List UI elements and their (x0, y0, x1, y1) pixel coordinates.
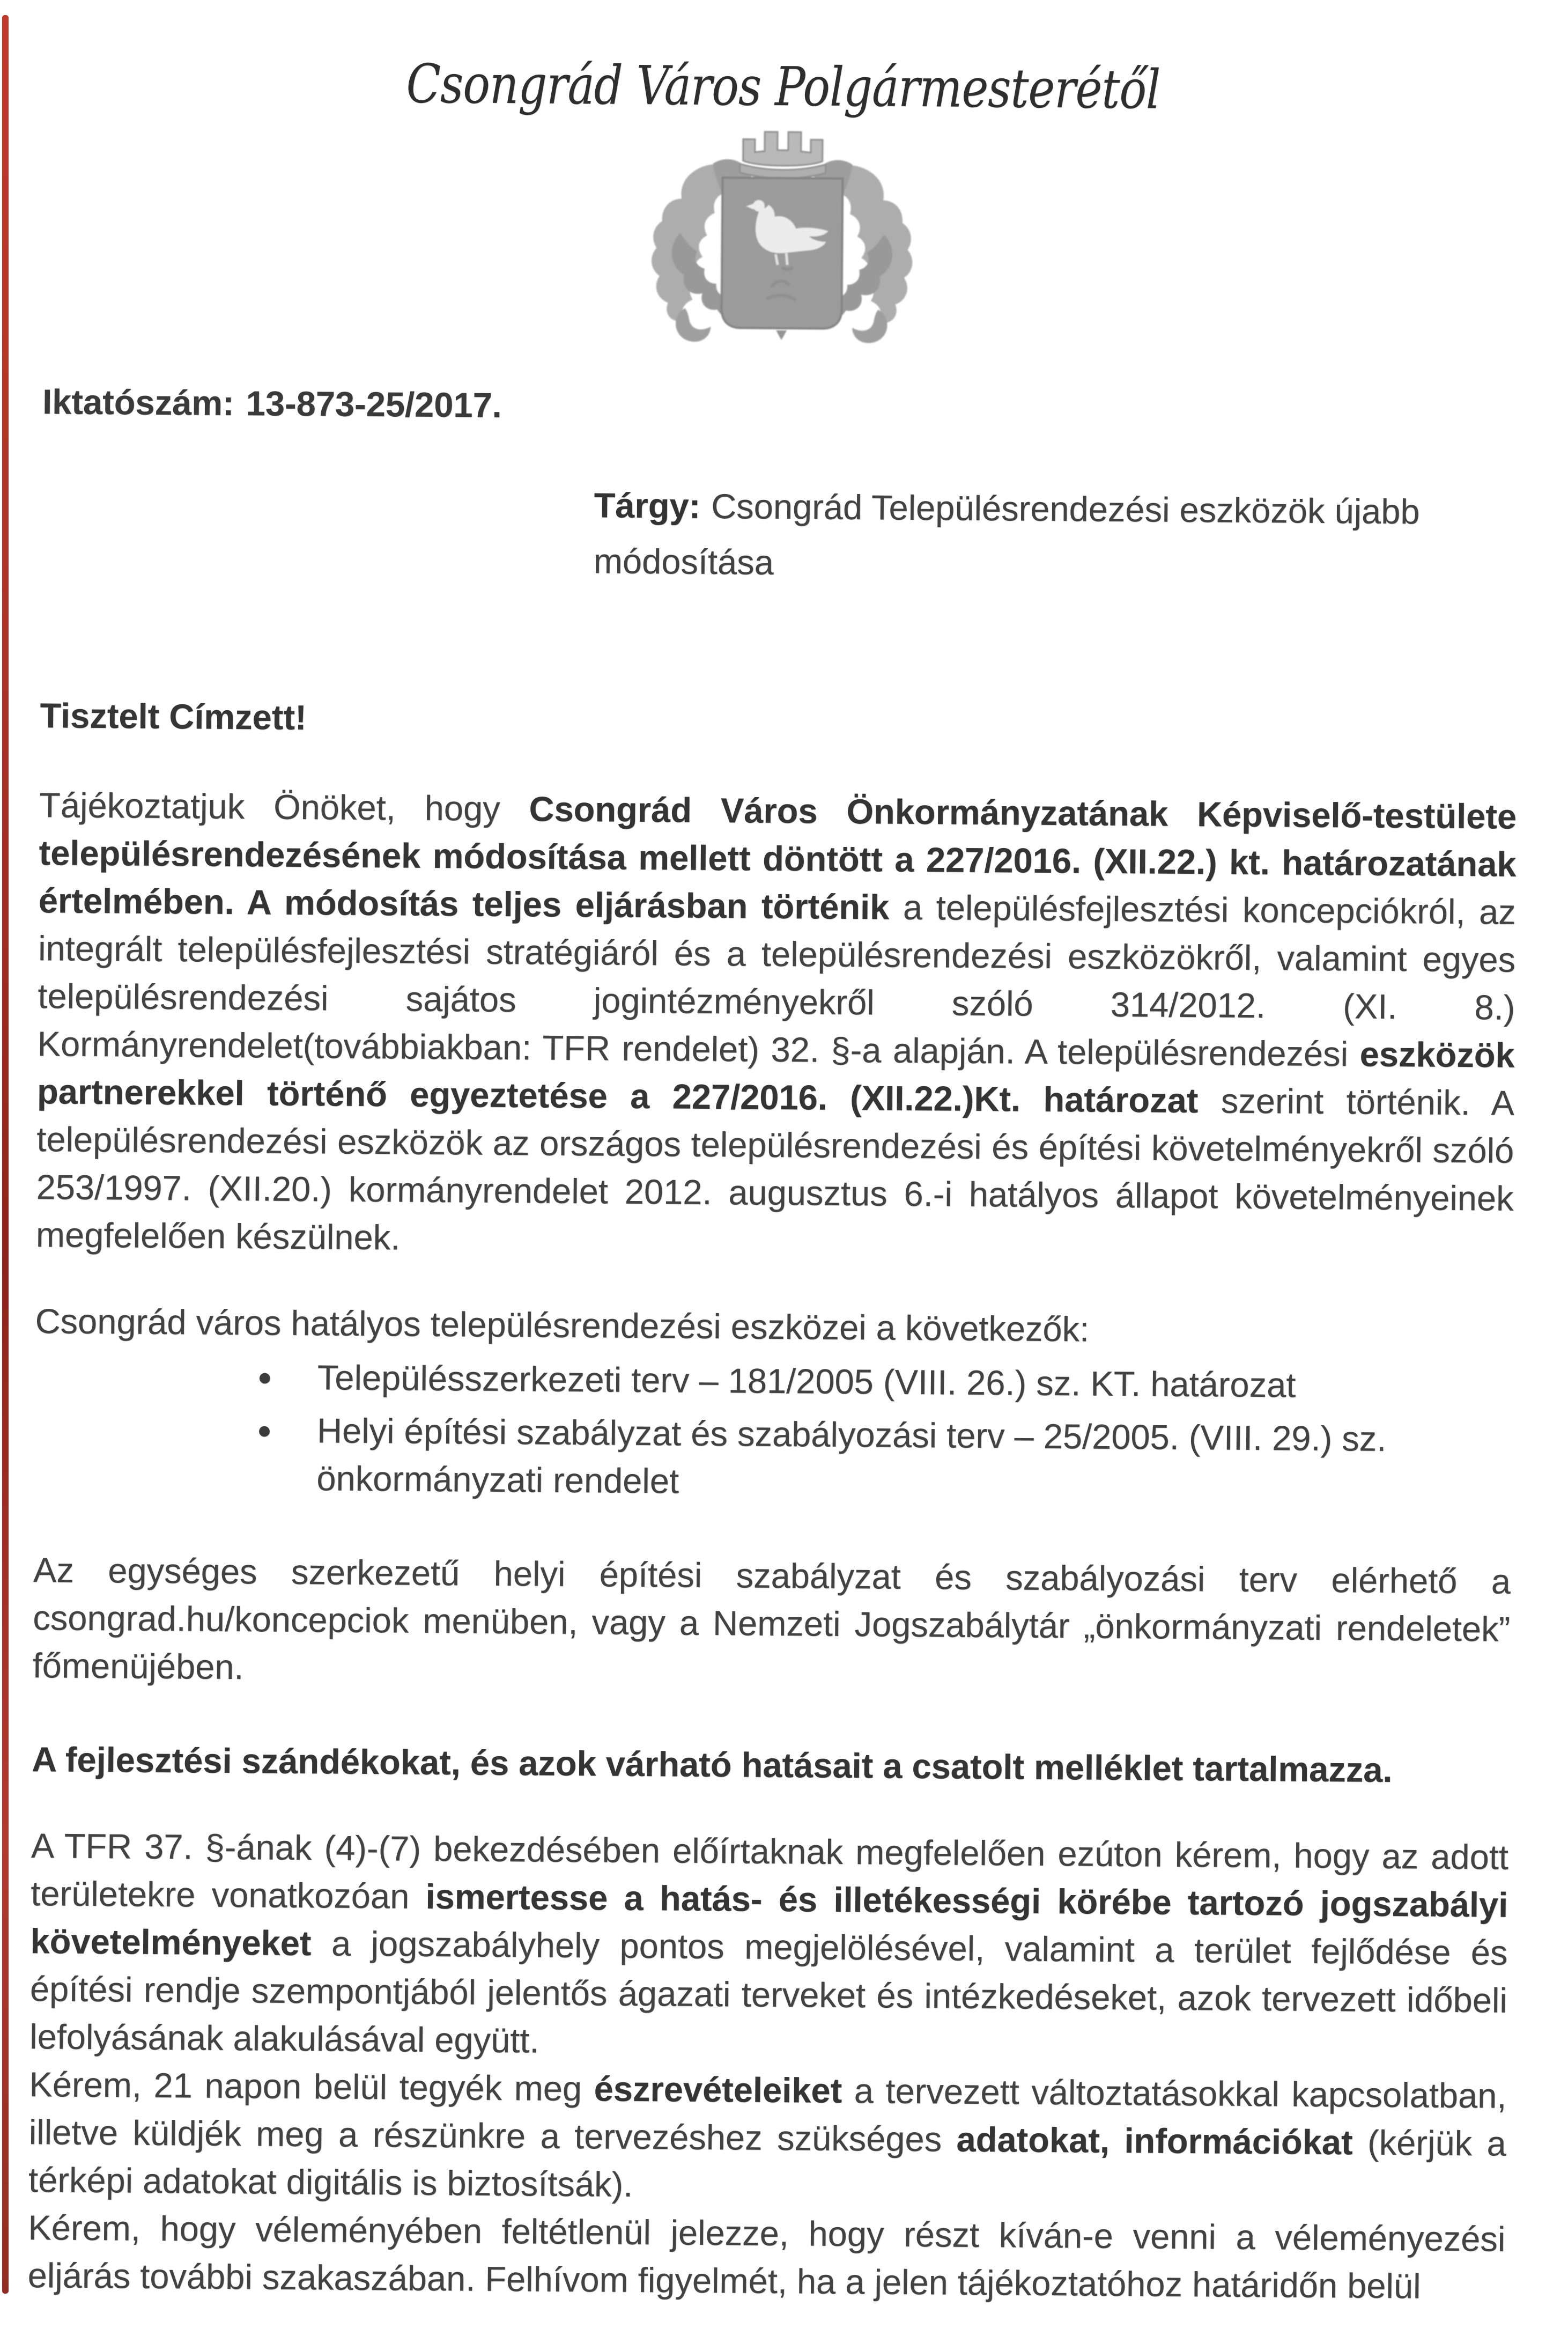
bullet-text: Helyi építési szabályzat és szabályozási terv – 25/2005. (VIII. 29.) sz. önkormányzati rendelet (316, 1411, 1387, 1501)
participation-paragraph (27, 2204, 1505, 2311)
text-run: Kérem, hogy véleményében feltétlenül jelezze, hogy részt kíván-e venni a véleményezési eljárás további szakaszában. Felhívom figyelmét, ha a jelen tájékoztatóhoz határidőn belül (27, 2208, 1506, 2306)
bullet-item (34, 1404, 1512, 1512)
bullet-text: Településszerkezeti terv – 181/2005 (VIII. 26.) sz. KT. határozat (317, 1358, 1296, 1405)
bold-text-run: eszközök partnerekkel történő egyeztetése a 227/2016. (XII.22.)Kt. határozat (36, 1034, 1515, 1121)
mural-crown-icon (739, 131, 826, 179)
coat-of-arms-image (647, 126, 917, 349)
text-run: Az egységes szerkezetű helyi építési szabályzat és szabályozási terv elérhető a csongrad.hu/koncepciok menüben, vagy a Nemzeti Jogszabálytár „önkormányzati rendeletek” főmenüjében. (32, 1550, 1511, 1687)
bold-text-run: adatokat, információkat (956, 2119, 1353, 2162)
bullet-item (35, 1351, 1513, 1411)
text-run: a tervezett változtatásokkal kapcsolatban, illetve küldjék meg a részünkre a tervezéshez szükséges (28, 2071, 1507, 2159)
subject-label: Tárgy: (594, 485, 701, 526)
bold-text-run: ismertesse a hatás- és illetékességi körébe tartozó jogszabályi követelményeket (30, 1876, 1508, 1963)
letter-body (27, 781, 1517, 2311)
registration-number-row (42, 381, 1565, 433)
text-run: (kérjük a térképi adatokat digitális is biztosítsák). (28, 2123, 1506, 2204)
shield-group (721, 178, 842, 341)
text-run: szerint történik. A településrendezési eszközök az országos településrendezési és építési követelményekről szóló 253/1997. (XII.20.) kormányrendelet 2012. augusztus 6.-i hatályos állapot követelményeinek megfelelően készülnek. (35, 1081, 1515, 1257)
text-run: A TFR 37. §-ának (4)-(7) bekezdésében előírtaknak megfelelően ezúton kérem, hogy az adott területekre vonatkozóan (30, 1826, 1509, 1916)
tools-list-intro (35, 1297, 1513, 1357)
subject-block (593, 477, 1487, 596)
text-run: Kérem, 21 napon belül tegyék meg (29, 2065, 594, 2109)
tfr-request-paragraph (29, 1822, 1508, 2072)
text-run: a településfejlesztési koncepciókról, az integrált településfejlesztési stratégiáról és a településrendezési eszközökről, valamint egyes településrendezési sajátos jogintézményekről szóló 314/2012. (XI. 8.) Kormányrendelet(továbbiakban: TFR rendelet) 32. §-a alapján. A településrendezési (37, 887, 1517, 1074)
registration-label: Iktatószám: (42, 382, 235, 423)
bold-text-run: észrevételeiket (594, 2069, 842, 2110)
text-run: a jogszabályhely pontos megjelölésével, valamint a terület fejlődése és építési rendje szempontjából jelentős ágazati terveket és intézkedéseket, azok tervezett időbeli lefolyásának alakulásával együtt. (29, 1924, 1508, 2060)
bullet-icon: ● (256, 1416, 272, 1444)
text-run: Csongrád város hatályos településrendezési eszközei a következők: (35, 1301, 1090, 1349)
salutation: Tisztelt Címzett! (40, 696, 307, 738)
bold-text-run: Csongrád Város Önkormányzatának Képviselő-testülete településrendezésének módosítása mellett döntött a 227/2016. (XII.22.) kt. határozatának értelmében. A módosítás teljes eljárásban történik (38, 789, 1517, 927)
availability-paragraph (32, 1546, 1511, 1701)
bullet-icon: ● (257, 1362, 272, 1391)
intro-paragraph (36, 781, 1517, 1270)
page-title (0, 49, 1567, 124)
registration-value: 13-873-25/2017. (246, 384, 502, 425)
tools-list (34, 1351, 1512, 1512)
deadline-paragraph (28, 2060, 1507, 2215)
subject-text: Csongrád Településrendezési eszközök újabb módosítása (593, 486, 1420, 582)
bold-text-run: A fejlesztési szándékokat, és azok várható hatásait a csatolt melléklet tartalmazza. (31, 1740, 1393, 1790)
text-run: Tájékoztatjuk Önöket, hogy (39, 785, 529, 829)
page-title-text: Csongrád Város Polgármesterétől (406, 52, 1161, 121)
attachment-note (32, 1735, 1510, 1795)
